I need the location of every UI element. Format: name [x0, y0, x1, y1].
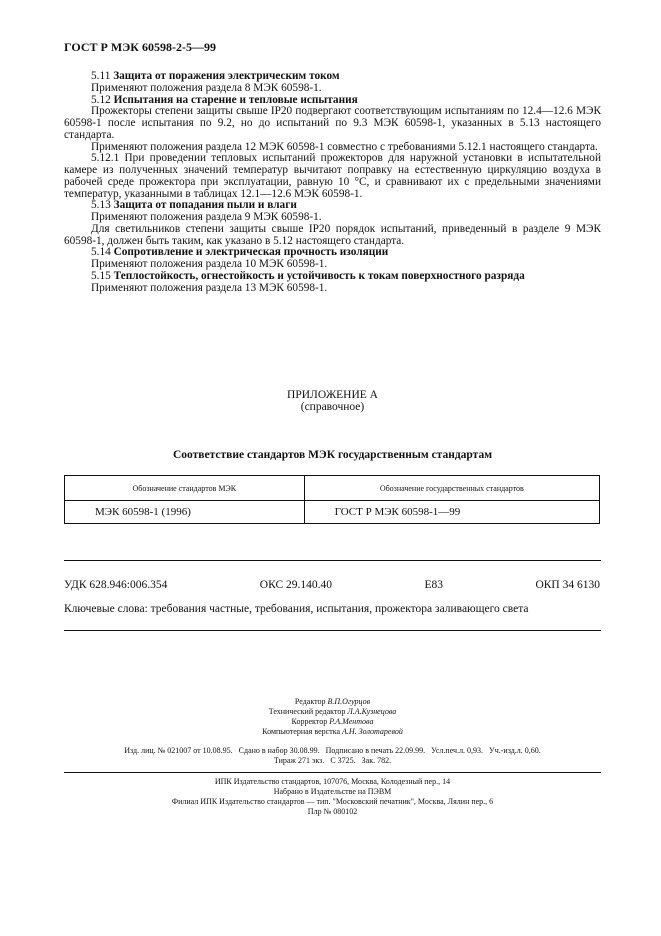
divider — [64, 772, 601, 773]
paragraph: Применяют положения раздела 8 МЭК 60598-1. — [91, 81, 322, 94]
oks-code: ОКС 29.140.40 — [259, 579, 333, 591]
table-row — [65, 501, 600, 524]
imprint — [64, 746, 601, 766]
paragraph: 5.12.1 При проведении тепловых испытаний прожекторов для наружной установки в испытательной камере из полученных значений температур вычитают поправку на естественную циркуляцию воздуха в рабочей среде прожектора при эксплуатации, равную 10 °С, и сравнивают их с предельными значениями температур, указанными в таблицах 12.1—12.6 МЭК 60598-1. — [64, 152, 601, 200]
paragraph: Для светильников степени защиты свыше IP20 порядок испытаний, приведенный в разделе 9 МЭК 60598-1, должен быть таким, как указано в 5.12 настоящего стандарта. — [64, 222, 601, 247]
classification-line — [64, 579, 600, 591]
credit-name: Л.А.Кузнецова — [347, 707, 397, 716]
divider — [64, 630, 601, 631]
section-title: Испытания на старение и тепловые испытания — [113, 93, 358, 106]
table-cell: ГОСТ Р МЭК 60598-1—99 — [304, 501, 599, 524]
credit-role: Редактор — [294, 697, 326, 706]
section-number: 5.13 — [91, 199, 111, 212]
publisher-line: ИПК Издательство стандартов, 107076, Москва, Колодезный пер., 14 — [214, 777, 451, 786]
appendix-label — [64, 389, 601, 413]
publisher-line: Филиал ИПК Издательство стандартов — тип. "Московский печатник", Москва, Лялин пер., 6 — [171, 797, 494, 806]
udk-code: УДК 628.946:006.354 — [64, 579, 168, 591]
credit-line — [64, 697, 601, 707]
credit-name: А.Н. Золотаревой — [342, 727, 403, 736]
section-title: Защита от поражения электрическим током — [113, 70, 340, 82]
paragraph: Прожекторы степени защиты свыше IP20 подвергают соответствующим испытаниям по 12.4—12.6 МЭК 60598-1 после испытания по 9.2, но до испытаний по 9.3 МЭК 60598-1, указанных в 5.13 настоящего стандарта. — [64, 105, 601, 141]
credit-line — [64, 717, 601, 727]
table-header-row — [65, 476, 600, 501]
keywords: Ключевые слова: требования частные, требования, испытания, прожектора заливающего света — [64, 603, 529, 615]
appendix-title: ПРИЛОЖЕНИЕ А — [287, 389, 378, 401]
section-number: 5.15 — [91, 269, 111, 282]
paragraph: Применяют положения раздела 10 МЭК 60598-1. — [91, 258, 328, 270]
document-header: ГОСТ Р МЭК 60598-2-5—99 — [64, 40, 216, 54]
section-number: 5.12 — [91, 93, 111, 106]
credit-line — [64, 707, 601, 717]
publisher-line: Плр № 080102 — [307, 807, 358, 816]
column-header: Обозначение стандартов МЭК — [65, 476, 305, 501]
appendix-note: (справочное) — [300, 401, 365, 413]
credit-role: Корректор — [291, 717, 328, 726]
section-title: Сопротивление и электрическая прочность изоляции — [113, 246, 389, 259]
group-code: Е83 — [424, 579, 443, 591]
column-header: Обозначение государственных стандартов — [304, 476, 599, 501]
section-heading — [64, 271, 601, 283]
publisher-line: Набрано в Издательстве на ПЭВМ — [273, 787, 392, 796]
credit-name: Р.А.Ментова — [329, 717, 374, 726]
imprint-line: Изд. лиц. № 021007 от 10.08.95. Сдано в набор 30.08.99. Подписано в печать 22.09.99. Усл.печ.л. 0,93. Уч.-изд.л. 0,60. — [124, 746, 541, 755]
imprint-line: Тираж 271 экз. С 3725. Зак. 782. — [273, 756, 392, 765]
correspondence-table — [64, 475, 600, 524]
paragraph: Применяют положения раздела 13 МЭК 60598-1. — [91, 281, 328, 294]
credit-role: Компьютерная верстка — [262, 727, 341, 736]
document-body — [64, 71, 601, 294]
paragraph: Применяют положения раздела 12 МЭК 60598-1 совместно с требованиями 5.12.1 настоящего стандарта. — [91, 140, 598, 153]
paragraph: Применяют положения раздела 9 МЭК 60598-1. — [91, 211, 322, 223]
credit-line — [64, 727, 601, 737]
table-cell: МЭК 60598-1 (1996) — [65, 501, 305, 524]
section-number: 5.14 — [91, 246, 111, 259]
section-title: Защита от попадания пыли и влаги — [113, 199, 297, 212]
credits — [64, 697, 601, 737]
section-number: 5.11 — [91, 70, 111, 82]
section-title: Теплостойкость, огнестойкость и устойчивость к токам поверхностного разряда — [113, 269, 525, 282]
credit-name: В.П.Огурцов — [327, 697, 371, 706]
credit-role: Технический редактор — [268, 707, 346, 716]
okp-code: ОКП 34 6130 — [535, 579, 600, 591]
publisher-info — [64, 777, 601, 817]
divider — [64, 560, 601, 561]
appendix-heading: Соответствие стандартов МЭК государственным стандартам — [172, 449, 493, 461]
section-heading — [64, 71, 601, 83]
